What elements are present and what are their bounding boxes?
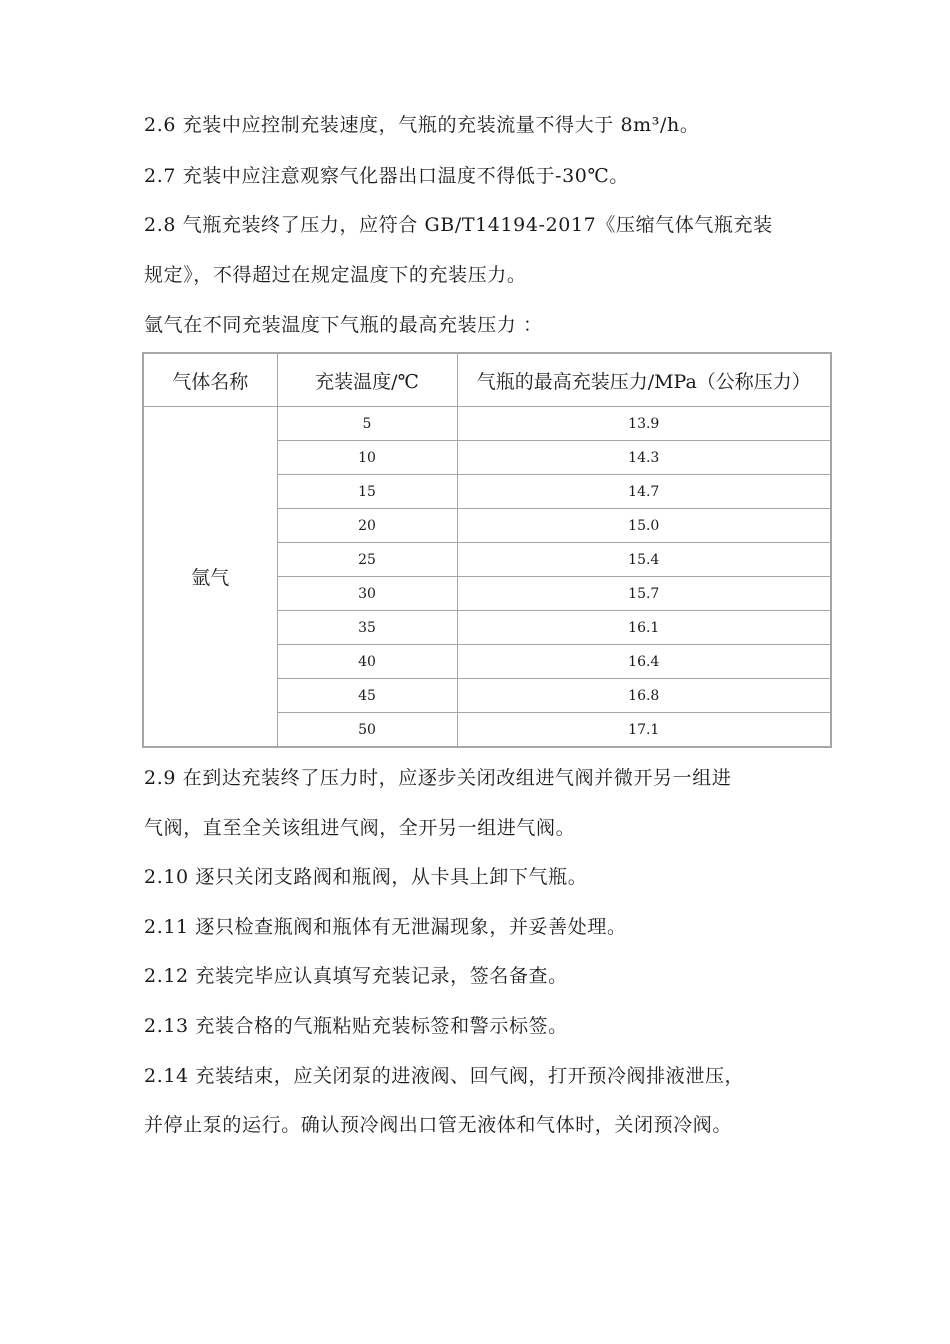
pressure-cell: 16.8 <box>457 679 831 713</box>
table-row <box>143 407 831 441</box>
temperature-cell: 30 <box>277 577 457 611</box>
header-gas-name: 气体名称 <box>143 353 277 407</box>
pressure-cell: 17.1 <box>457 713 831 748</box>
paragraph-2-14-line2: 并停止泵的运行。确认预冷阀出口管无液体和气体时，关闭预冷阀。 <box>144 1114 733 1136</box>
paragraph-2-7: 2.7 充装中应注意观察气化器出口温度不得低于-30℃。 <box>144 165 629 187</box>
paragraph-2-9-line2: 气阀，直至全关该组进气阀，全开另一组进气阀。 <box>144 817 576 839</box>
pressure-cell: 16.4 <box>457 645 831 679</box>
pressure-cell: 13.9 <box>457 407 831 441</box>
table-header-row <box>143 353 831 407</box>
header-max-pressure: 气瓶的最高充装压力/MPa（公称压力） <box>457 353 831 407</box>
pressure-cell: 15.7 <box>457 577 831 611</box>
temperature-cell: 20 <box>277 509 457 543</box>
pressure-cell: 15.4 <box>457 543 831 577</box>
pressure-cell: 14.3 <box>457 441 831 475</box>
pressure-cell: 14.7 <box>457 475 831 509</box>
paragraph-2-8-line1: 2.8 气瓶充装终了压力，应符合 GB/T14194-2017《压缩气体气瓶充装 <box>144 214 773 236</box>
gas-name-cell: 氩气 <box>143 407 277 748</box>
pressure-cell: 16.1 <box>457 611 831 645</box>
paragraph-2-13: 2.13 充装合格的气瓶粘贴充装标签和警示标签。 <box>144 1015 568 1037</box>
temperature-cell: 5 <box>277 407 457 441</box>
temperature-cell: 35 <box>277 611 457 645</box>
pressure-table <box>142 352 832 748</box>
paragraph-2-11: 2.11 逐只检查瓶阀和瓶体有无泄漏现象，并妥善处理。 <box>144 916 627 938</box>
temperature-cell: 15 <box>277 475 457 509</box>
temperature-cell: 10 <box>277 441 457 475</box>
pressure-cell: 15.0 <box>457 509 831 543</box>
header-temperature: 充装温度/℃ <box>277 353 457 407</box>
temperature-cell: 40 <box>277 645 457 679</box>
paragraph-2-8-line2: 规定》，不得超过在规定温度下的充装压力。 <box>144 264 527 286</box>
paragraph-2-9-line1: 2.9 在到达充装终了压力时，应逐步关闭改组进气阀并微开另一组进 <box>144 767 732 789</box>
table-caption: 氩气在不同充装温度下气瓶的最高充装压力 ： <box>144 314 543 336</box>
paragraph-2-12: 2.12 充装完毕应认真填写充装记录，签名备查。 <box>144 965 568 987</box>
temperature-cell: 25 <box>277 543 457 577</box>
paragraph-2-14-line1: 2.14 充装结束，应关闭泵的进液阀、回气阀，打开预冷阀排液泄压， <box>144 1065 745 1087</box>
temperature-cell: 50 <box>277 713 457 748</box>
paragraph-2-10: 2.10 逐只关闭支路阀和瓶阀，从卡具上卸下气瓶。 <box>144 866 588 888</box>
paragraph-2-6: 2.6 充装中应控制充装速度，气瓶的充装流量不得大于 8m³/h。 <box>144 114 700 136</box>
temperature-cell: 45 <box>277 679 457 713</box>
